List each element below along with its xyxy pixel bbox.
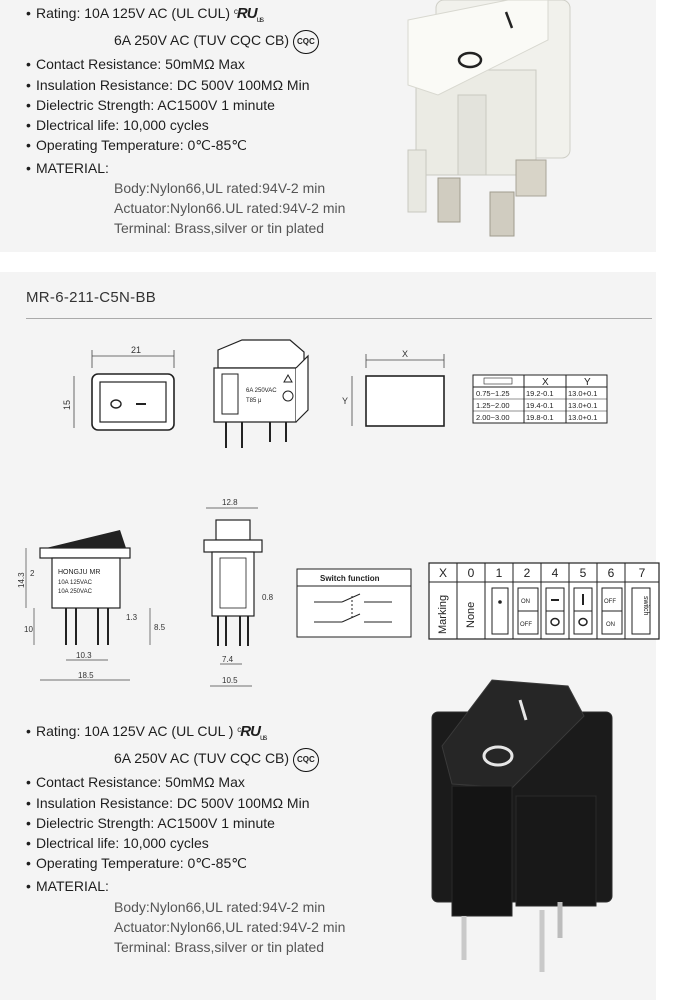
black-rocker-switch-photo [412,676,622,976]
ul-certification-mark: $^cRU_{us}$ [233,5,264,24]
marking-table-header: 1 [495,566,503,580]
dim-10-3-label: 10.3 [76,651,92,660]
panel-table-cell: 13.0+0.1 [568,389,598,398]
cqc-certification-mark: CQC [293,748,319,772]
iso-text-1: 6A 250VAC [246,388,277,394]
side-text-1: HONGJU MR [58,569,101,576]
bottom-spec-list [26,720,319,873]
dim-10-label: 10 [24,625,33,634]
rating-item-2: 6A 250V AC (TUV CQC CB) CQC [26,748,319,772]
isometric-view-drawing [204,332,314,452]
panel-table-cell: 2.00~3.00 [476,413,510,422]
marking-table-header: 2 [523,566,531,580]
operating-temperature-item: • Operating Temperature: 0℃-85℃ [26,855,247,872]
col2-on-label: ON [521,599,530,605]
material-terminal: Terminal: Brass,silver or tin plated [114,939,325,955]
material-terminal: Terminal: Brass,silver or tin plated [114,220,325,236]
panel-table-cell: 13.0+0.1 [568,413,598,422]
panel-table-cell: 19.2-0.1 [526,389,554,398]
marking-table-header: 5 [579,566,587,580]
ul-certification-mark: $^cRU_{us}$ [237,723,267,742]
col2-off-label: OFF [520,622,532,628]
dim-0-8-label: 0.8 [262,593,274,602]
none-label: None [465,601,477,628]
marking-table-header: 4 [551,566,559,580]
operating-temperature-item: • Operating Temperature: 0℃-85℃ [26,137,247,154]
material-actuator: Actuator:Nylon66,UL rated:94V-2 min [114,919,346,935]
dim-1-3-label: 1.3 [126,613,138,622]
rating-item: • Rating: 10A 125V AC (UL CUL ) $^cRU_{us}$ [26,723,267,742]
electrical-life-item: • Dlectrical life: 10,000 cycles [26,117,209,134]
panel-table-header: X [542,377,549,388]
dim-18-5-label: 18.5 [78,671,94,680]
material-actuator: Actuator:Nylon66.UL rated:94V-2 min [114,200,346,216]
panel-table-cell: 13.0+0.1 [568,401,598,410]
contact-resistance-item: • Contact Resistance: 50mMΩ Max [26,56,245,73]
col7-switch-label: switch [642,596,649,616]
material-body: Body:Nylon66,UL rated:94V-2 min [114,899,326,915]
title-divider [26,318,652,319]
top-spec-list [26,2,319,155]
end-view-drawing [190,496,290,692]
side-text-2: 10A 125VAC [58,580,92,586]
contact-resistance-item: • Contact Resistance: 50mMΩ Max [26,774,245,791]
panel-thickness-table [472,374,608,426]
dim-21-label: 21 [131,345,142,355]
panel-cutout-drawing [340,346,450,436]
dim-8-5-label: 8.5 [154,623,166,632]
material-body: Body:Nylon66,UL rated:94V-2 min [114,180,326,196]
dim-12-8-label: 12.8 [222,498,238,507]
cqc-certification-mark: CQC [293,30,319,54]
front-view-drawing [56,342,196,442]
dim-y-label: Y [342,396,349,406]
rating-item: • Rating: 10A 125V AC (UL CUL) $^cRU_{us}$ [26,5,264,24]
panel-table-cell: 1.25~2.00 [476,401,510,410]
panel-table-header: Y [584,377,591,388]
panel-table-cell: 19.4-0.1 [526,401,554,410]
electrical-life-item: • Dlectrical life: 10,000 cycles [26,835,209,852]
marking-table-header: 0 [467,566,475,580]
iso-text-2: T85 μ [246,398,262,404]
switch-function-label: Switch function [320,574,380,583]
col6-off-label: OFF [604,599,616,605]
material-heading: • MATERIAL: [26,160,109,176]
material-heading: • MATERIAL: [26,878,109,894]
dim-x-label: X [402,349,409,359]
top-product-panel [0,0,656,252]
dim-10-5-label: 10.5 [222,676,238,685]
dim-2-label: 2 [30,569,35,578]
side-view-drawing [10,520,180,690]
marking-label: Marking [437,594,449,634]
rating-item-2: 6A 250V AC (TUV CQC CB) CQC [26,30,319,54]
side-text-3: 10A 250VAC [58,589,92,595]
dim-7-4-label: 7.4 [222,655,234,664]
marking-table-header: 7 [638,566,646,580]
col6-on-label: ON [606,622,615,628]
marking-table-header: 6 [607,566,615,580]
insulation-resistance-item: • Insulation Resistance: DC 500V 100MΩ Min [26,794,310,811]
panel-table-cell: 0.75~1.25 [476,389,510,398]
switch-function-diagram [296,568,412,638]
model-title: MR-6-211-C5N-BB [26,289,157,306]
marking-table [428,562,660,640]
dielectric-strength-item: • Dielectric Strength: AC1500V 1 minute [26,96,275,113]
dielectric-strength-item: • Dielectric Strength: AC1500V 1 minute [26,814,275,831]
dim-15-label: 15 [62,399,72,410]
dim-14-3-label: 14.3 [17,572,26,588]
white-rocker-switch-photo [398,0,598,250]
insulation-resistance-item: • Insulation Resistance: DC 500V 100MΩ Min [26,76,310,93]
marking-table-header: X [438,566,448,580]
panel-table-cell: 19.8-0.1 [526,413,554,422]
